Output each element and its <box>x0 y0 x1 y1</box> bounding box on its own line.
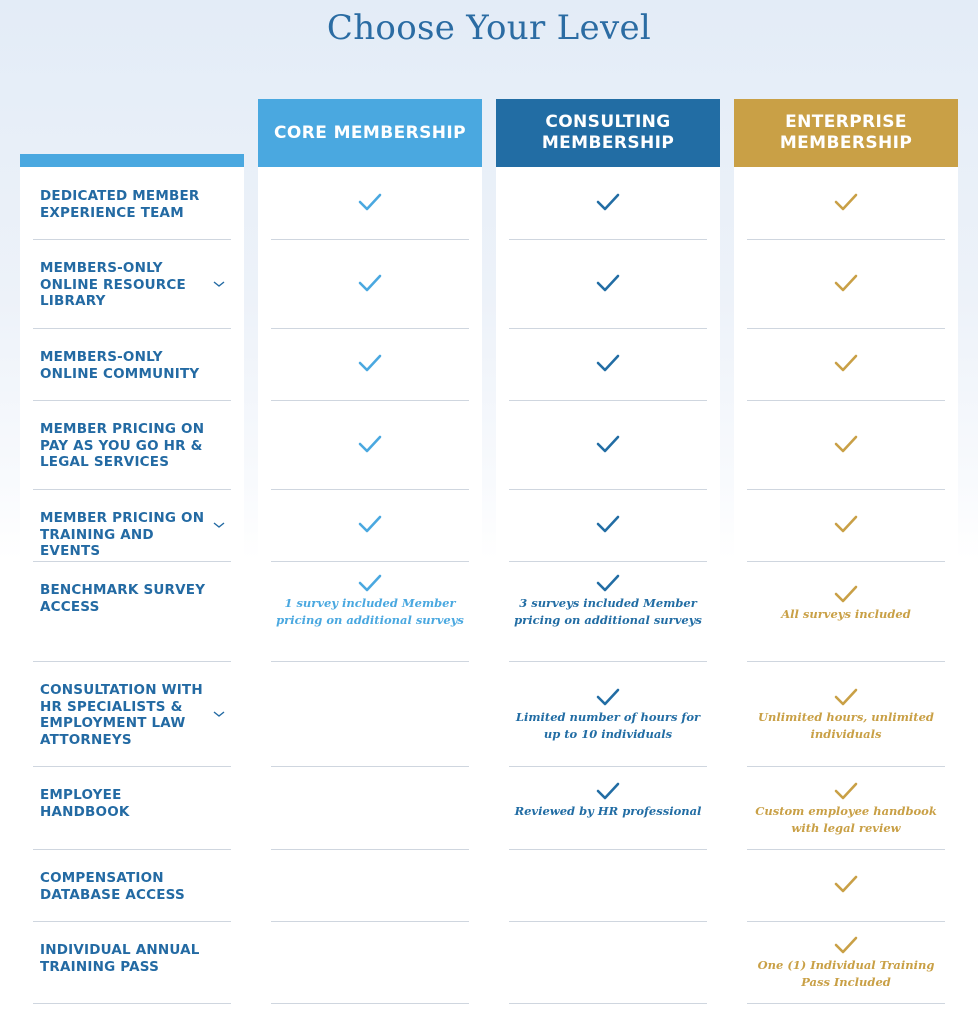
cell-note: 3 surveys included Member pricing on additional surveys <box>514 596 702 627</box>
row-divider <box>509 400 707 401</box>
cell-enterprise <box>734 936 958 991</box>
cell-consulting <box>496 688 720 743</box>
cell-consulting <box>496 354 720 372</box>
cell-enterprise <box>734 515 958 533</box>
row-divider <box>271 766 469 767</box>
cell-consulting <box>496 274 720 292</box>
label-column-top-bar <box>20 154 244 167</box>
cell-core <box>258 435 482 453</box>
row-divider <box>271 489 469 490</box>
chevron-down-icon[interactable] <box>212 709 226 719</box>
tier-header-consulting-text: CONSULTING MEMBERSHIP <box>541 112 675 153</box>
cell-note: One (1) Individual Training Pass Included <box>757 958 935 989</box>
cell-note: Custom employee handbook with legal review <box>755 803 937 835</box>
check-icon <box>596 782 620 800</box>
feature-label: MEMBERS-ONLY ONLINE COMMUNITY <box>40 349 200 382</box>
cell-note: All surveys included <box>781 607 911 621</box>
check-icon <box>596 354 620 372</box>
cell-note: Reviewed by HR professional <box>514 803 702 818</box>
check-icon <box>596 435 620 453</box>
feature-label: INDIVIDUAL ANNUAL TRAINING PASS <box>40 942 200 975</box>
row-divider <box>271 561 469 562</box>
row-divider <box>33 921 231 922</box>
tier-header-enterprise <box>734 99 958 167</box>
cell-enterprise <box>734 354 958 372</box>
check-icon <box>596 688 620 706</box>
chevron-down-icon[interactable] <box>212 279 226 289</box>
row-divider <box>33 400 231 401</box>
row-divider <box>747 489 945 490</box>
check-icon <box>834 193 858 211</box>
row-divider <box>33 849 231 850</box>
check-icon <box>358 274 382 292</box>
check-icon <box>596 193 620 211</box>
check-icon <box>834 782 858 800</box>
cell-enterprise <box>734 688 958 743</box>
cell-enterprise <box>734 435 958 453</box>
cell-note: Limited number of hours for up to 10 individuals <box>515 709 701 741</box>
cell-enterprise <box>734 274 958 292</box>
row-divider <box>271 1003 469 1004</box>
cell-core <box>258 354 482 372</box>
row-divider <box>509 328 707 329</box>
row-divider <box>33 239 231 240</box>
check-icon <box>596 574 620 592</box>
tier-header-core: CORE MEMBERSHIP <box>258 99 482 167</box>
row-divider <box>747 766 945 767</box>
feature-label: MEMBER PRICING ON TRAINING AND EVENTS <box>40 510 205 559</box>
check-icon <box>358 515 382 533</box>
row-divider <box>271 328 469 329</box>
tier-header-enterprise-text: ENTERPRISE MEMBERSHIP <box>779 112 913 153</box>
row-divider <box>271 661 469 662</box>
check-icon <box>834 274 858 292</box>
row-divider <box>509 239 707 240</box>
check-icon <box>358 354 382 372</box>
row-divider <box>509 766 707 767</box>
row-divider <box>747 849 945 850</box>
page-title: Choose Your Level <box>326 8 652 48</box>
chevron-down-icon[interactable] <box>212 520 226 530</box>
cell-consulting <box>496 782 720 820</box>
check-icon <box>834 936 858 954</box>
feature-label: COMPENSATION DATABASE ACCESS <box>40 870 185 903</box>
cell-core <box>258 515 482 533</box>
check-icon <box>834 688 858 706</box>
row-divider <box>271 239 469 240</box>
row-divider <box>33 661 231 662</box>
cell-enterprise <box>734 193 958 211</box>
row-divider <box>33 561 231 562</box>
check-icon <box>358 193 382 211</box>
check-icon <box>596 515 620 533</box>
row-divider <box>33 489 231 490</box>
feature-label: BENCHMARK SURVEY ACCESS <box>40 582 206 615</box>
cell-enterprise <box>734 875 958 893</box>
row-divider <box>747 1003 945 1004</box>
tier-header-consulting <box>496 99 720 167</box>
check-icon <box>596 274 620 292</box>
check-icon <box>834 354 858 372</box>
row-divider <box>509 661 707 662</box>
row-divider <box>509 1003 707 1004</box>
row-divider <box>747 661 945 662</box>
feature-label: EMPLOYEE HANDBOOK <box>40 787 130 820</box>
row-divider <box>509 921 707 922</box>
cell-enterprise <box>734 585 958 623</box>
cell-core <box>258 574 482 629</box>
cell-note: 1 survey included Member pricing on additional surveys <box>276 596 464 627</box>
row-divider <box>747 328 945 329</box>
row-divider <box>33 1003 231 1004</box>
cell-consulting <box>496 435 720 453</box>
row-divider <box>509 849 707 850</box>
row-divider <box>509 489 707 490</box>
check-icon <box>834 585 858 603</box>
cell-consulting <box>496 193 720 211</box>
row-divider <box>747 400 945 401</box>
row-divider <box>509 561 707 562</box>
cell-enterprise <box>734 782 958 837</box>
feature-label: MEMBER PRICING ON PAY AS YOU GO HR & LEGAL SERVICES <box>40 421 205 470</box>
cell-note: Unlimited hours, unlimited individuals <box>758 709 934 741</box>
row-divider <box>271 849 469 850</box>
row-divider <box>747 561 945 562</box>
check-icon <box>358 435 382 453</box>
row-divider <box>747 239 945 240</box>
cell-core <box>258 193 482 211</box>
check-icon <box>358 574 382 592</box>
row-divider <box>33 766 231 767</box>
feature-label: MEMBERS-ONLY ONLINE RESOURCE LIBRARY <box>40 260 186 309</box>
check-icon <box>834 435 858 453</box>
feature-label: DEDICATED MEMBER EXPERIENCE TEAM <box>40 188 200 221</box>
cell-consulting <box>496 574 720 629</box>
check-icon <box>834 875 858 893</box>
row-divider <box>33 328 231 329</box>
row-divider <box>271 921 469 922</box>
row-divider <box>747 921 945 922</box>
row-divider <box>271 400 469 401</box>
check-icon <box>834 515 858 533</box>
feature-label: CONSULTATION WITH HR SPECIALISTS & EMPLOYMENT LAW ATTORNEYS <box>40 682 203 748</box>
cell-core <box>258 274 482 292</box>
cell-consulting <box>496 515 720 533</box>
